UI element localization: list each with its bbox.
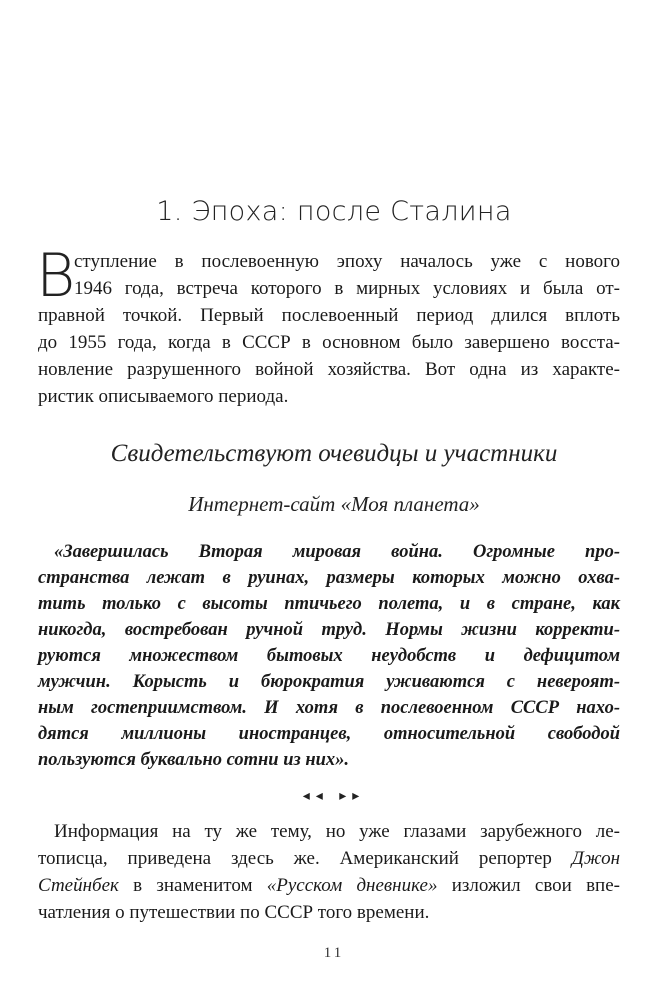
intro-line: до 1955 года, когда в СССР в основном было завершено восста-	[38, 332, 620, 353]
quote-line: дятся миллионы иностранцев, относительной свободой	[38, 724, 620, 744]
quote-line: странства лежат в руинах, размеры которых можно охва-	[38, 568, 620, 588]
quote-line: пользуются буквально сотни из них».	[38, 750, 350, 770]
page-number: 11	[323, 945, 345, 961]
outro-line: Информация на ту же тему, но уже глазами зарубежного ле-	[54, 821, 620, 842]
source-heading: Интернет-сайт «Моя планета»	[188, 492, 480, 516]
intro-line: ристик описываемого периода.	[38, 386, 289, 407]
quote-line: никогда, востребован ручной труд. Нормы жизни корректи-	[38, 620, 620, 640]
intro-line: новление разрушенного войной хозяйства. Вот одна из характе-	[38, 359, 620, 380]
outro-line: чатления о путешествии по СССР того времени.	[38, 902, 430, 923]
quote-line: мужчин. Корысть и бюрократия уживаются с невероят-	[38, 672, 620, 692]
intro-line: 1946 года, встреча которого в мирных условиях и была от-	[74, 278, 620, 299]
drop-cap: В	[36, 241, 76, 311]
chapter-title: 1. Эпоха: после Сталина	[156, 196, 512, 227]
book-title: «Русском дневнике»	[266, 875, 438, 896]
quote-line: тить только с высоты птичьего полета, и в стране, как	[38, 594, 620, 614]
author-surname: Стейнбек	[38, 875, 119, 896]
quote-line: руются множеством бытовых неудобств и дефицитом	[38, 646, 620, 666]
section-separator-ornament: ◂◂ ▸▸	[302, 788, 366, 804]
quote-line: «Завершилась Вторая мировая война. Огромные про-	[54, 542, 620, 562]
quote-line: ным гостеприимством. И хотя в послевоенном СССР нахо-	[38, 698, 620, 718]
outro-text: изложил свои впе-	[437, 875, 620, 896]
outro-text: тописца, приведена здесь же. Американский репортер	[38, 848, 572, 869]
author-name: Джон	[571, 848, 620, 869]
outro-line	[38, 847, 620, 871]
intro-line: правной точкой. Первый послевоенный период длился вплоть	[38, 305, 620, 326]
outro-text: в знаменитом	[118, 875, 267, 896]
intro-line: ступление в послевоенную эпоху началось уже с нового	[74, 251, 620, 272]
section-heading: Свидетельствуют очевидцы и участники	[110, 440, 558, 467]
outro-line	[38, 874, 620, 898]
